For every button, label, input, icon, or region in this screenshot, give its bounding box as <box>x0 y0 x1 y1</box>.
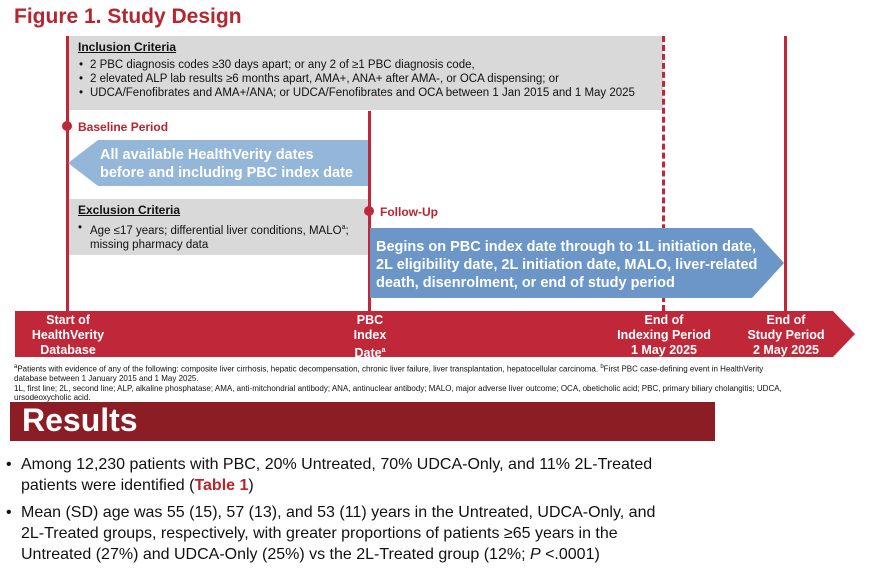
exclusion-line-2: missing pharmacy data <box>90 238 209 251</box>
exclusion-heading: Exclusion Criteria <box>78 203 181 217</box>
inclusion-criteria-box <box>68 36 663 110</box>
timeline-bar <box>15 311 857 358</box>
baseline-arrow-line-2: before and including PBC index date <box>100 165 353 181</box>
followup-arrow-line-2: 2L eligibility date, 2L initiation date, MALO, liver-related <box>376 257 758 273</box>
exclusion-list <box>78 221 368 252</box>
inclusion-list <box>78 58 675 100</box>
bullet-2-line-3: Untreated (27%) and UDCA-Only (25%) vs the 2L-Treated group (12%; P <.0001) <box>21 546 600 563</box>
followup-dot <box>364 206 374 216</box>
results-title: Results <box>22 402 138 438</box>
baseline-arrow-text <box>100 146 353 182</box>
baseline-arrow-line-1: All available HealthVerity dates <box>100 147 314 163</box>
followup-arrow-line-3: death, disenrolment, or end of study period <box>376 275 675 291</box>
footnote-line-1: $^a$Patients with evidence of any of the following: composite liver cirrhosis, hepatic decompensation, chronic liver failure, liver transplantation, hepatocellular carcinoma. $^b$First PBC case-defining event in HealthVerity <box>14 364 764 374</box>
bullet-2-line-2: 2L-Treated groups, respectively, with greater proportions of patients ≥65 years in the <box>21 525 618 542</box>
exclusion-line-1: • Age ≤17 years; differential liver conditions, MALO$^a$; <box>78 222 349 237</box>
footnote-line-4: ursodeoxycholic acid. <box>14 393 91 403</box>
baseline-label: Baseline Period <box>78 120 169 134</box>
bullet-2-line-1: Mean (SD) age was 55 (15), 57 (13), and 53 (11) years in the Untreated, UDCA-Only, and <box>21 504 656 521</box>
followup-arrow-line-1: Begins on PBC index date through to 1L initiation date, <box>376 239 756 255</box>
inclusion-line-3: • UDCA/Fenofibrates and AMA+/ANA; or UDCA/Fenofibrates and OCA between 1 Jan 2015 and 1 May 2025 <box>90 86 675 100</box>
followup-arrow-text <box>376 238 757 292</box>
inclusion-heading: Inclusion Criteria <box>78 40 177 54</box>
baseline-dot <box>62 121 72 131</box>
followup-label: Follow-Up <box>380 205 438 219</box>
results-bullet-2: • Mean (SD) age was 55 (15), 57 (13), and 53 (11) years in the Untreated, UDCA-Only, and 2L-Treated groups, respectively, with greater proportions of patients ≥65 years in the Untreated (27%) and UDCA-Only (25%) vs the 2L-Treated group (12%; P <.0001) <box>6 502 866 565</box>
timeline-index-label: PBC Index Date$^a$ <box>353 313 387 361</box>
bullet-1-line-1: Among 12,230 patients with PBC, 20% Untreated, 70% UDCA-Only, and 11% 2L-Treated <box>21 456 653 473</box>
exclusion-criteria-box <box>68 199 369 255</box>
bullet-1-line-2: patients were identified (Table 1) <box>21 477 254 494</box>
figure-title: Figure 1. Study Design <box>14 5 242 28</box>
results-bullet-1: • Among 12,230 patients with PBC, 20% Untreated, 70% UDCA-Only, and 11% 2L-Treated patients were identified (Table 1) <box>6 454 866 496</box>
results-header-bar <box>10 402 715 441</box>
inclusion-line-1: • 2 PBC diagnosis codes ≥30 days apart; or any 2 of ≥1 PBC diagnosis code, <box>90 58 675 72</box>
inclusion-line-2: • 2 elevated ALP lab results ≥6 months apart, AMA+, ANA+ after AMA-, or OCA dispensing; or <box>90 72 675 86</box>
timeline-start-label: Start of HealthVerity Database <box>31 313 105 357</box>
timeline-study-end-label: End of Study Period 2 May 2025 <box>747 313 825 357</box>
table-1-reference[interactable]: Table 1 <box>194 477 249 494</box>
footnotes <box>14 363 864 403</box>
footnote-line-2: database between 1 January 2015 and 1 May 2025. <box>14 374 199 384</box>
timeline-indexing-end-label: End of Indexing Period 1 May 2025 <box>617 313 711 357</box>
footnote-line-3: 1L, first line; 2L, second line; ALP, alkaline phosphatase; AMA, anti-mitchondrial antibody; ANA, antinuclear antibody; MALO, major adverse liver outcome; OCA, obeticholic acid; PBC, primary biliary cholangitis; UDCA, <box>14 383 782 393</box>
